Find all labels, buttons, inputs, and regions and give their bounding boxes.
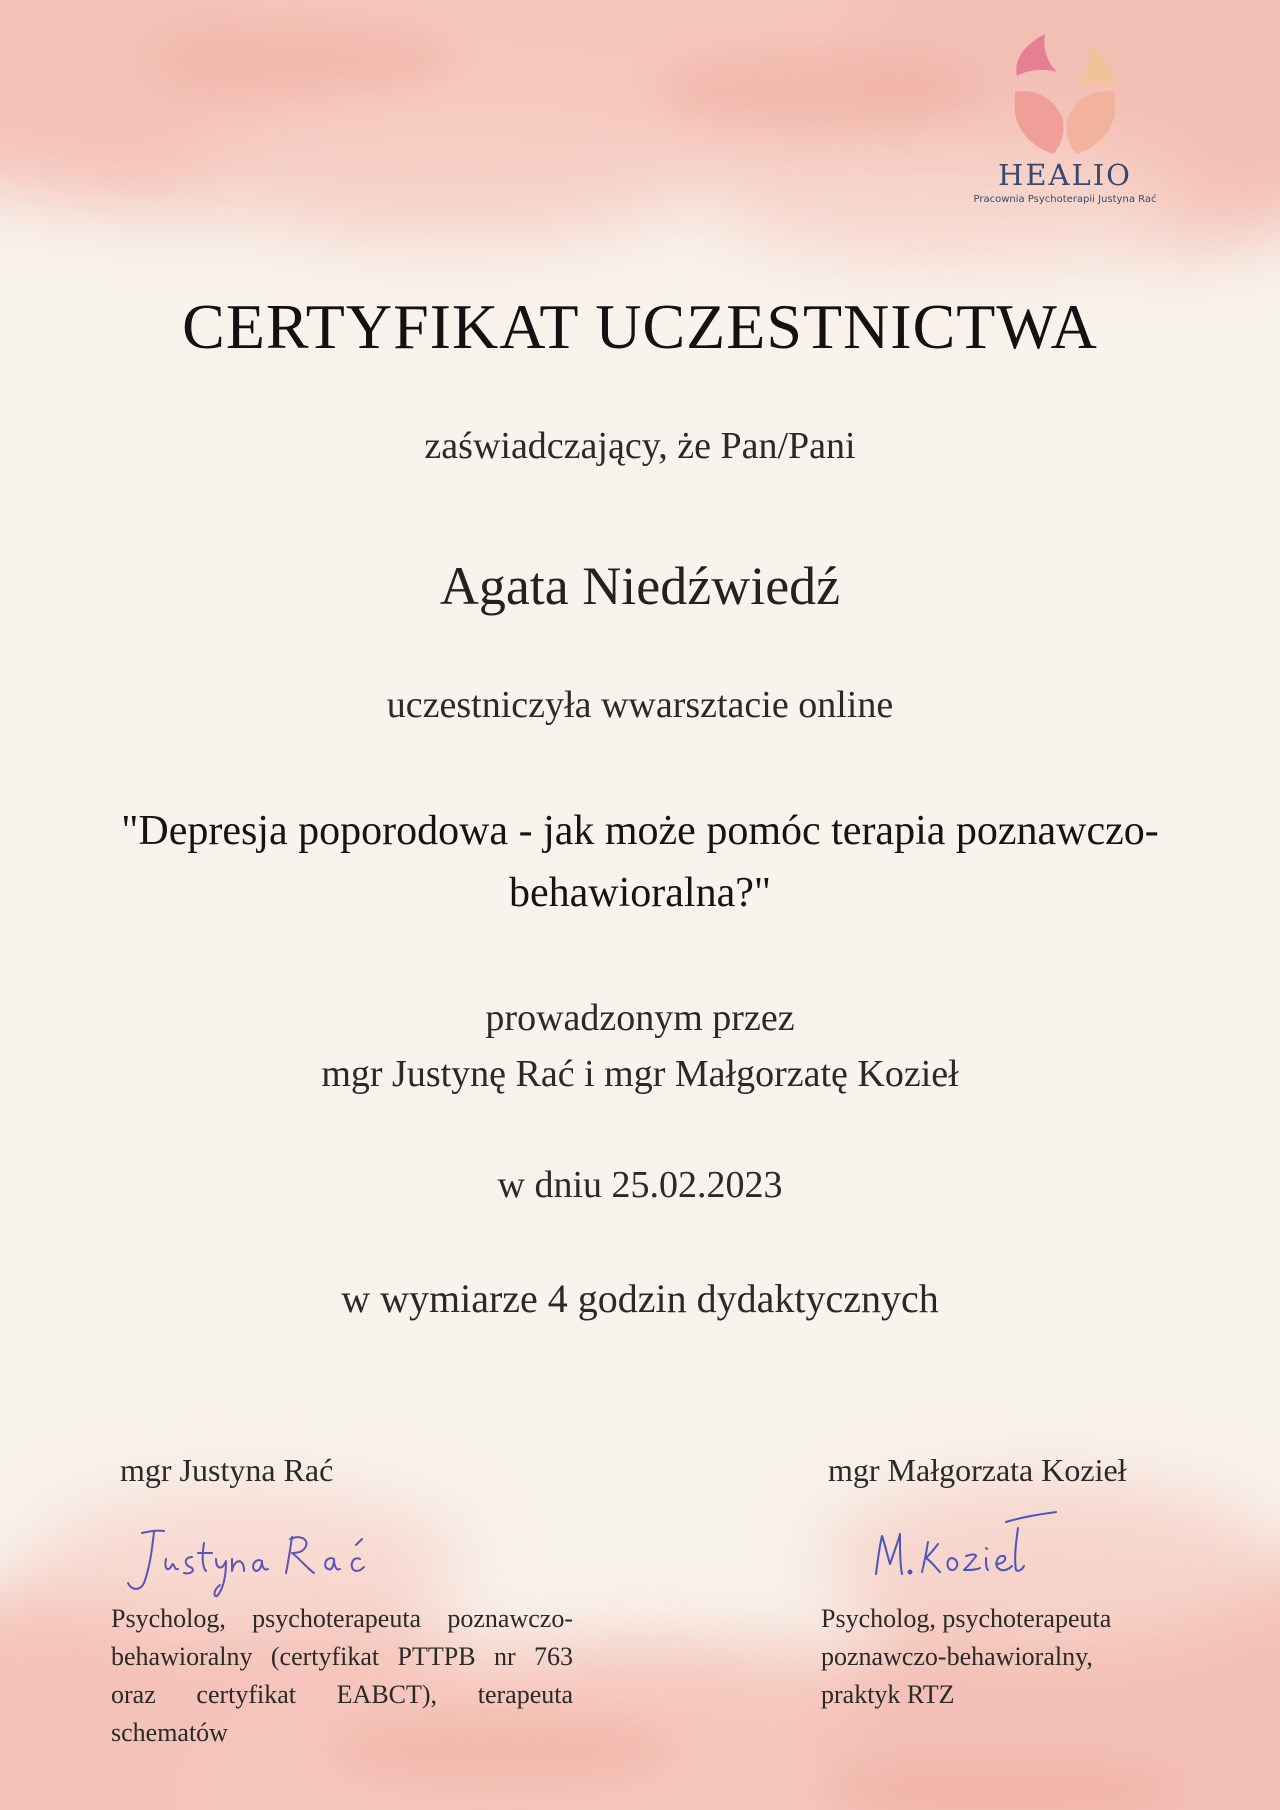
- workshop-title-line-1: "Depresja poporodowa - jak może pomóc terapia poznawczo-: [121, 808, 1159, 854]
- healio-logo: [960, 30, 1170, 230]
- signatory-description-left: Psycholog, psychoterapeuta poznawczo-behawioralny (certyfikat PTTPB nr 763 oraz certyfikat EABCT), terapeuta schematów: [111, 1604, 573, 1747]
- signatory-description-right-line-2: poznawczo-behawioralny,: [821, 1642, 1093, 1671]
- led-by-line-2: mgr Justynę Rać i mgr Małgorzatę Kozieł: [321, 1053, 959, 1095]
- signatory-description-right-line-3: praktyk RTZ: [821, 1680, 955, 1709]
- certificate-title: CERTYFIKAT UCZESTNICTWA: [182, 291, 1098, 362]
- workshop-duration: w wymiarze 4 godzin dydaktycznych: [341, 1276, 939, 1321]
- workshop-date: w dniu 25.02.2023: [497, 1164, 783, 1206]
- logo-subtitle: Pracownia Psychoterapii Justyna Rać: [973, 194, 1157, 205]
- logo-name: HEALIO: [998, 158, 1132, 192]
- certificate-intro: zaświadczający, że Pan/Pani: [424, 425, 856, 467]
- handwritten-signature-left: [120, 1525, 390, 1600]
- signatory-name-right: mgr Małgorzata Kozieł: [828, 1452, 1127, 1488]
- signatory-name-left: mgr Justyna Rać: [120, 1452, 334, 1488]
- lotus-logo-icon: [1005, 30, 1125, 154]
- workshop-title-line-2: behawioralna?": [508, 870, 771, 916]
- led-by-line-1: prowadzonym przez: [485, 997, 795, 1039]
- signatory-description-right: [821, 1600, 1201, 1714]
- participation-statement: uczestniczyła wwarsztacie online: [386, 684, 894, 726]
- signatory-description-right-line-1: Psycholog, psychoterapeuta: [821, 1604, 1112, 1633]
- led-by: [0, 990, 1280, 1102]
- handwritten-signature-right: [866, 1508, 1066, 1588]
- workshop-title: [0, 800, 1280, 924]
- participant-name: Agata Niedźwiedź: [439, 556, 841, 616]
